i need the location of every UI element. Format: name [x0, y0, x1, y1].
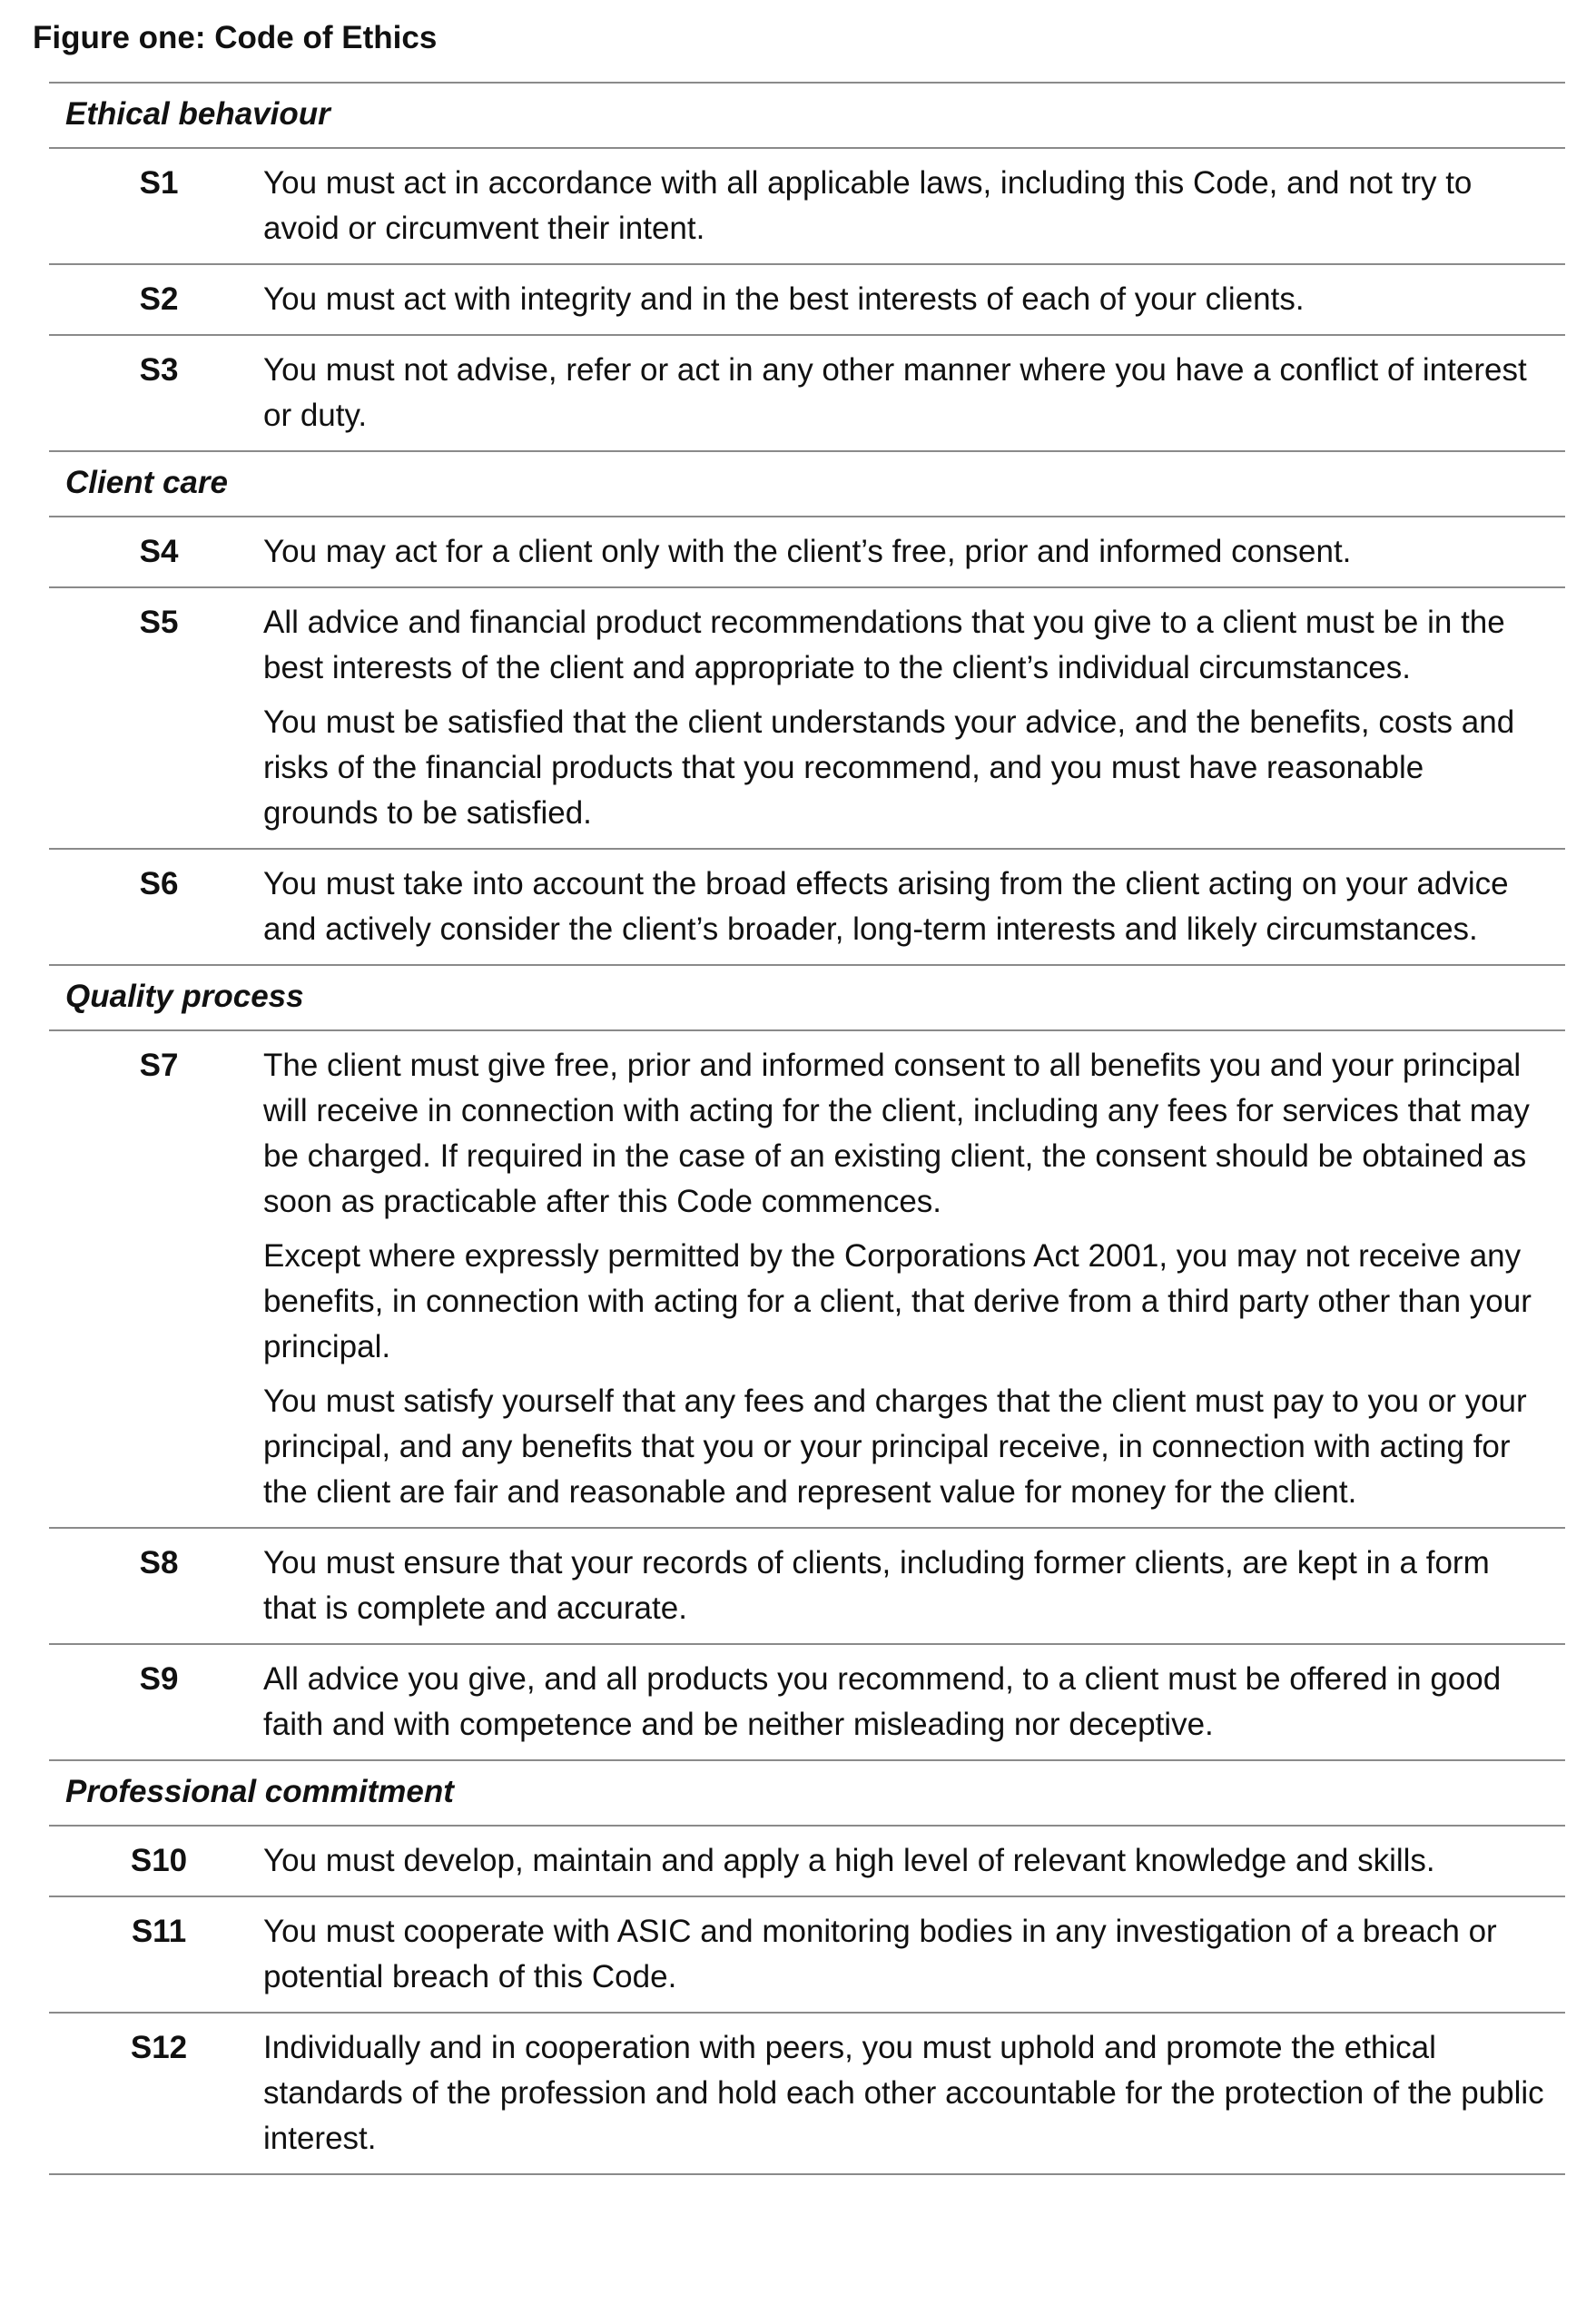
- standard-paragraph: Except where expressly permitted by the Corporations Act 2001, you may not receive any benefits, in connection with acting for a client, that derive from a third party other than your principal.: [263, 1238, 1532, 1364]
- standard-code: S11: [131, 1914, 187, 1949]
- standard-paragraph: You must act in accordance with all applicable laws, including this Code, and not try to avoid or circumvent their intent.: [263, 165, 1473, 246]
- section-heading: Quality process: [49, 966, 1565, 1031]
- standard-paragraph: You must satisfy yourself that any fees and charges that the client must pay to you or your principal, and any benefits that you or your principal receive, in connection with acting for the client are fair and reasonable and represent value for money for the client.: [263, 1384, 1527, 1510]
- standard-text: [263, 1657, 1565, 1748]
- standard-paragraph: You must cooperate with ASIC and monitoring bodies in any investigation of a breach or potential breach of this Code.: [263, 1914, 1497, 1994]
- standard-paragraph: You must be satisfied that the client understands your advice, and the benefits, costs and risks of the financial products that you recommend, and you must have reasonable grounds to be satisfied.: [263, 704, 1515, 831]
- standard-paragraph: The client must give free, prior and informed consent to all benefits you and your principal will receive in connection with acting for the client, including any fees for services that may be charged. If required in the case of an existing client, the consent should be obtained as soon as practicable after this Code commences.: [263, 1048, 1530, 1219]
- standard-code: S4: [139, 534, 179, 569]
- standard-row: [49, 588, 1565, 850]
- standard-text: [263, 161, 1565, 251]
- standard-text: [263, 600, 1565, 836]
- standard-paragraph: You must act with integrity and in the best interests of each of your clients.: [263, 281, 1305, 317]
- standard-code: S10: [130, 1843, 188, 1878]
- standard-code: S6: [139, 866, 179, 901]
- standard-row: [49, 1529, 1565, 1645]
- figure-title: Figure one: Code of Ethics: [33, 20, 438, 55]
- section-heading: Professional commitment: [49, 1761, 1565, 1827]
- code-of-ethics-table: [49, 82, 1565, 2175]
- standard-code: S12: [130, 2030, 188, 2065]
- standard-row: [49, 1897, 1565, 2014]
- standard-row: [49, 850, 1565, 966]
- standard-row: [49, 2014, 1565, 2175]
- standard-text: [263, 1541, 1565, 1631]
- standard-paragraph: All advice and financial product recommendations that you give to a client must be in the best interests of the client and appropriate to the client’s individual circumstances.: [263, 605, 1505, 685]
- standard-code: S1: [139, 165, 179, 201]
- standard-code: S7: [139, 1048, 179, 1083]
- standard-row: [49, 265, 1565, 336]
- standard-text: [263, 1838, 1565, 1884]
- standard-code: S2: [139, 281, 179, 317]
- standard-row: [49, 336, 1565, 452]
- standard-paragraph: You must take into account the broad effects arising from the client acting on your advice and actively consider the client’s broader, long-term interests and likely circumstances.: [263, 866, 1509, 947]
- standard-row: [49, 1645, 1565, 1761]
- section-heading: Ethical behaviour: [49, 84, 1565, 149]
- standard-row: [49, 1827, 1565, 1897]
- standard-paragraph: All advice you give, and all products you recommend, to a client must be offered in good faith and with competence and be neither misleading nor deceptive.: [263, 1661, 1502, 1742]
- section-heading: Client care: [49, 452, 1565, 517]
- standard-text: [263, 348, 1565, 438]
- standard-text: [263, 1043, 1565, 1515]
- standard-row: [49, 149, 1565, 265]
- standard-text: [263, 862, 1565, 952]
- standard-paragraph: You may act for a client only with the client’s free, prior and informed consent.: [263, 534, 1352, 569]
- document: [33, 13, 1567, 2175]
- standard-code: S9: [139, 1661, 179, 1697]
- standard-row: [49, 517, 1565, 588]
- standard-paragraph: Individually and in cooperation with peers, you must uphold and promote the ethical standards of the profession and hold each other accountable for the protection of the public interest.: [263, 2030, 1544, 2156]
- standard-paragraph: You must ensure that your records of clients, including former clients, are kept in a form that is complete and accurate.: [263, 1545, 1490, 1626]
- standard-paragraph: You must not advise, refer or act in any other manner where you have a conflict of interest or duty.: [263, 352, 1527, 433]
- standard-text: [263, 277, 1565, 322]
- standard-code: S8: [139, 1545, 179, 1581]
- standard-code: S3: [139, 352, 179, 388]
- standard-text: [263, 1909, 1565, 2000]
- standard-text: [263, 529, 1565, 575]
- standard-row: [49, 1031, 1565, 1529]
- standard-code: S5: [139, 605, 179, 640]
- standard-text: [263, 2025, 1565, 2162]
- standard-paragraph: You must develop, maintain and apply a high level of relevant knowledge and skills.: [263, 1843, 1435, 1878]
